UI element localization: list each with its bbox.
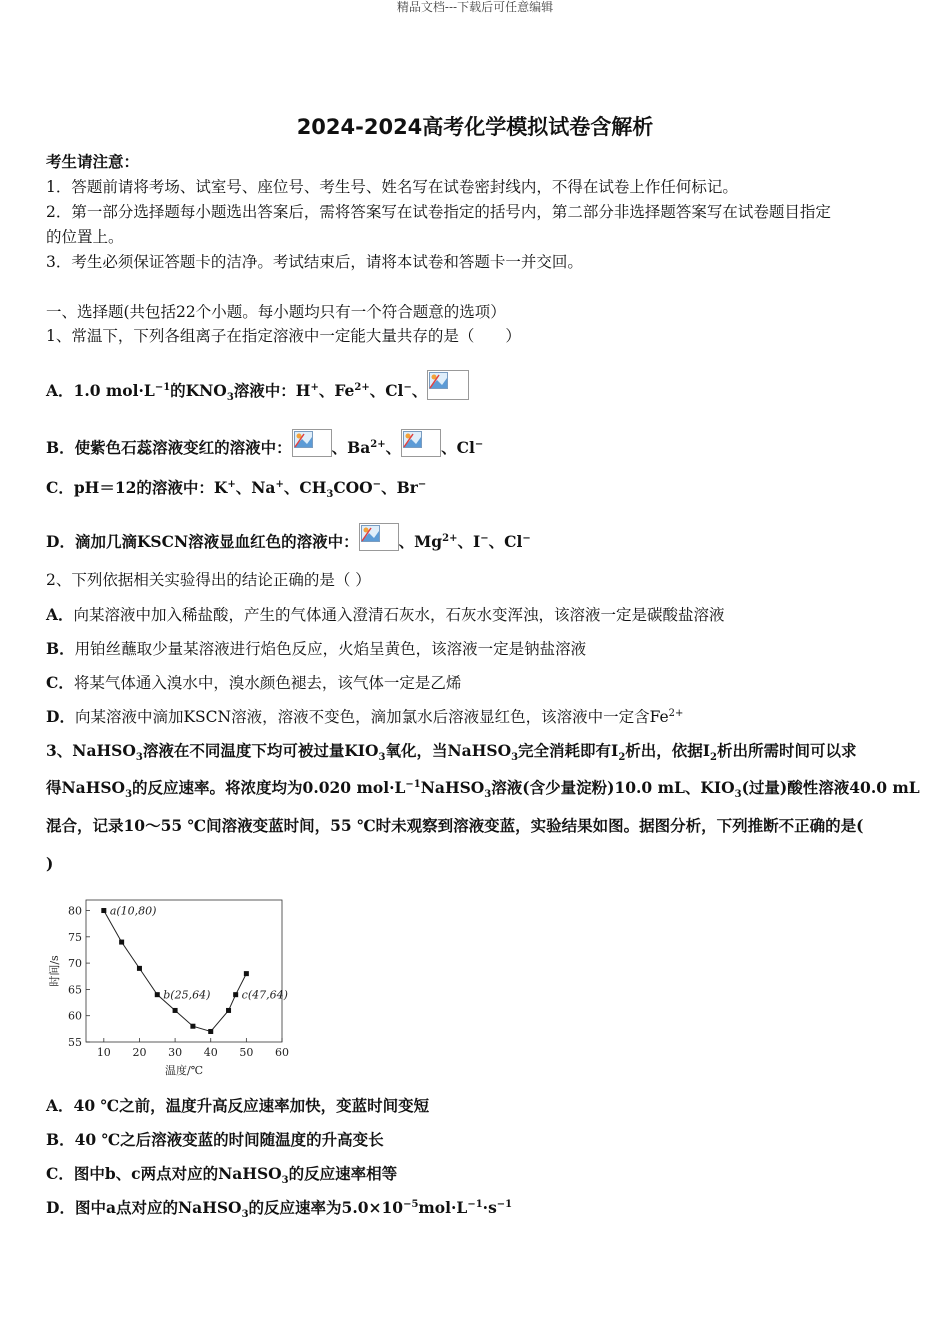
q1-option-c [46, 477, 906, 499]
notice-heading: 考生请注意： [46, 152, 140, 171]
x-tick-label: 50 [239, 1046, 254, 1059]
option-label: D． [46, 532, 75, 551]
text: 完全消耗即有I [518, 741, 619, 760]
text: 析出所需时间可以求 [717, 741, 857, 760]
x-tick-label: 60 [275, 1046, 289, 1059]
point-annotation: a(10,80) [109, 904, 157, 918]
text: 溶液在不同温度下均可被过量KIO [142, 741, 379, 760]
text: 、Cl [488, 532, 523, 551]
option-label: A． [46, 1096, 74, 1115]
plot-frame [86, 900, 282, 1042]
notice-item-2: 2．第一部分选择题每小题选出答案后，需将答案写在试卷指定的括号内，第二部分非选择题答案写在试卷题目指定 [46, 203, 831, 221]
text: 、 [385, 438, 402, 457]
option-label: B． [46, 639, 75, 658]
text: 的反应速率。将浓度均为0.020 mol·L [132, 778, 406, 797]
temperature-time-chart [46, 894, 296, 1079]
sup: − [417, 478, 427, 490]
text: 析出，依据I [625, 741, 711, 760]
x-tick-label: 40 [203, 1046, 218, 1059]
q2-option-b [46, 638, 906, 660]
text: 、Cl [369, 381, 404, 400]
sub: 3 [125, 789, 133, 801]
text: NaHSO [420, 778, 485, 797]
data-point [208, 1029, 213, 1034]
q1-option-d [46, 523, 906, 553]
text: 、Br [381, 478, 418, 497]
broken-image-icon [359, 523, 399, 551]
text: 将某气体通入溴水中，溴水颜色褪去，该气体一定是乙烯 [73, 674, 462, 692]
broken-image-icon [292, 429, 332, 457]
option-label: C． [46, 1164, 74, 1183]
text: 图中b、c两点对应的NaHSO [73, 1164, 282, 1183]
text: ·s [482, 1198, 497, 1217]
y-tick-label: 70 [68, 957, 82, 971]
q3-option-d [46, 1197, 906, 1219]
series-line [104, 911, 247, 1032]
broken-image-icon [401, 429, 441, 457]
q2-option-c [46, 672, 906, 694]
x-tick-label: 20 [132, 1046, 147, 1059]
option-label: B． [46, 438, 75, 457]
q3-stem-line-3: 混合，记录10～55 ℃间溶液变蓝时间，55 ℃时未观察到溶液变蓝，实验结果如图。据图分析，下列推断不正确的是( [46, 816, 864, 835]
sup: + [275, 478, 284, 490]
q3-option-b [46, 1129, 906, 1151]
text: 、Na [235, 478, 276, 497]
sup: −1 [496, 1198, 513, 1210]
sup: −1 [154, 381, 171, 393]
sub: 3 [326, 489, 334, 501]
data-point [119, 940, 124, 945]
sub: 3 [511, 752, 519, 764]
notice-item-1: 1．答题前请将考场、试室号、座位号、考生号、姓名写在试卷密封线内，不得在试卷上作任何标记。 [46, 178, 738, 196]
y-tick-label: 60 [68, 1009, 82, 1023]
y-tick-label: 75 [68, 930, 82, 944]
sup: 2+ [354, 381, 370, 393]
option-label: D． [46, 707, 75, 726]
x-tick-label: 30 [168, 1046, 183, 1059]
sup: + [227, 478, 236, 490]
q2-stem: 2、下列依据相关实验得出的结论正确的是（ ） [46, 571, 371, 589]
sup: 2+ [668, 707, 684, 719]
text: 、I [457, 532, 481, 551]
text: 溶液中：H [233, 381, 311, 400]
sup: − [372, 478, 382, 490]
q3-stem-line-2 [46, 777, 920, 801]
y-tick-label: 65 [68, 983, 82, 997]
chart-layer [47, 900, 289, 1077]
data-point [233, 992, 238, 997]
text: 、Ba [331, 438, 371, 457]
text: 、Fe [318, 381, 355, 400]
q1-option-b [46, 429, 906, 459]
text: 图中a点对应的NaHSO [74, 1198, 242, 1217]
text: COO [333, 478, 373, 497]
sub: 3 [226, 392, 234, 404]
option-label: B． [46, 1130, 75, 1149]
x-tick-label: 10 [96, 1046, 111, 1059]
x-axis-label: 温度/℃ [164, 1064, 204, 1077]
text: 、Cl [441, 438, 475, 457]
data-point [226, 1008, 231, 1013]
text: 滴加几滴KSCN溶液显血红色的溶液中： [74, 532, 359, 551]
text: 的反应速率为5.0×10 [248, 1198, 404, 1217]
text: pH＝12的溶液中：K [73, 478, 228, 497]
sub: 3 [281, 1175, 289, 1187]
text: 氧化，当NaHSO [385, 741, 512, 760]
q1-option-a [46, 370, 906, 402]
sub: 3 [135, 752, 143, 764]
sup: 2+ [370, 438, 386, 450]
data-point [137, 966, 142, 971]
sup: − [403, 381, 412, 393]
text: 1.0 mol·L [73, 381, 155, 400]
q2-option-a [46, 604, 906, 626]
broken-image-icon [427, 370, 469, 400]
q1-stem: 1、常温下，下列各组离子在指定溶液中一定能大量共存的是（ ） [46, 327, 521, 345]
text: 3、NaHSO [46, 741, 136, 760]
q3-option-c [46, 1163, 906, 1185]
option-label: C． [46, 478, 74, 497]
sup: 2+ [442, 532, 458, 544]
sub: 2 [710, 752, 718, 764]
text: 得NaHSO [46, 778, 126, 797]
sub: 3 [241, 1209, 249, 1221]
text: 、CH [283, 478, 327, 497]
text: 的反应速率相等 [288, 1164, 398, 1183]
text: 向某溶液中滴加KSCN溶液，溶液不变色，滴加氯水后溶液显红色，该溶液中一定含Fe [74, 708, 669, 726]
notice-item-2-cont: 的位置上。 [46, 228, 124, 246]
data-point [173, 1008, 178, 1013]
y-tick-label: 55 [68, 1036, 82, 1049]
sup: − [480, 532, 489, 544]
option-label: A． [46, 381, 74, 400]
sup: −1 [405, 778, 421, 790]
option-label: D． [46, 1198, 75, 1217]
data-point [244, 971, 249, 976]
data-point [155, 992, 160, 997]
y-tick-label: 80 [68, 904, 82, 918]
text: 使紫色石蕊溶液变红的溶液中： [74, 438, 292, 457]
q3-option-a [46, 1095, 906, 1117]
text: 溶液(含少量淀粉)10.0 mL、KIO [491, 778, 735, 797]
q3-stem-line-4: ) [46, 854, 54, 873]
page-header: 精品文档---下载后可任意编辑 [396, 0, 554, 14]
sup: + [310, 381, 319, 393]
text: 的KNO [170, 381, 227, 400]
option-label: A． [46, 605, 74, 624]
data-point [190, 1024, 195, 1029]
option-label: C． [46, 673, 74, 692]
q3-stem-line-1 [46, 740, 906, 762]
text: 、 [411, 381, 428, 400]
text: 向某溶液中加入稀盐酸，产生的气体通入澄清石灰水，石灰水变浑浊，该溶液一定是碳酸盐溶液 [73, 606, 725, 624]
text: 、Mg [398, 532, 443, 551]
text: mol·L [418, 1198, 468, 1217]
sub: 2 [618, 752, 626, 764]
section-heading: 一、选择题(共包括22个小题。每小题均只有一个符合题意的选项） [46, 303, 506, 321]
data-point [101, 908, 106, 913]
text: 40 ℃之后溶液变蓝的时间随温度的升高变长 [74, 1130, 384, 1149]
sup: −1 [467, 1198, 483, 1210]
sub: 3 [734, 789, 742, 801]
point-annotation: c(47,64) [241, 988, 288, 1002]
notice-item-3: 3．考生必须保证答题卡的洁净。考试结束后，请将本试卷和答题卡一并交回。 [46, 253, 583, 271]
point-annotation: b(25,64) [163, 988, 211, 1002]
text: 40 ℃之前，温度升高反应速率加快，变蓝时间变短 [73, 1096, 430, 1115]
text: 用铂丝蘸取少量某溶液进行焰色反应，火焰呈黄色，该溶液一定是钠盐溶液 [74, 640, 587, 658]
sub: 3 [484, 789, 492, 801]
sup: − [474, 438, 484, 450]
y-axis-label: 时间/s [48, 955, 61, 987]
text: (过量)酸性溶液40.0 mL [741, 778, 920, 797]
sup: − [522, 532, 531, 544]
page-title: 2024-2024高考化学模拟试卷含解析 [296, 115, 654, 139]
sup: −5 [403, 1198, 419, 1210]
q2-option-d [46, 706, 906, 728]
sub: 3 [378, 752, 386, 764]
